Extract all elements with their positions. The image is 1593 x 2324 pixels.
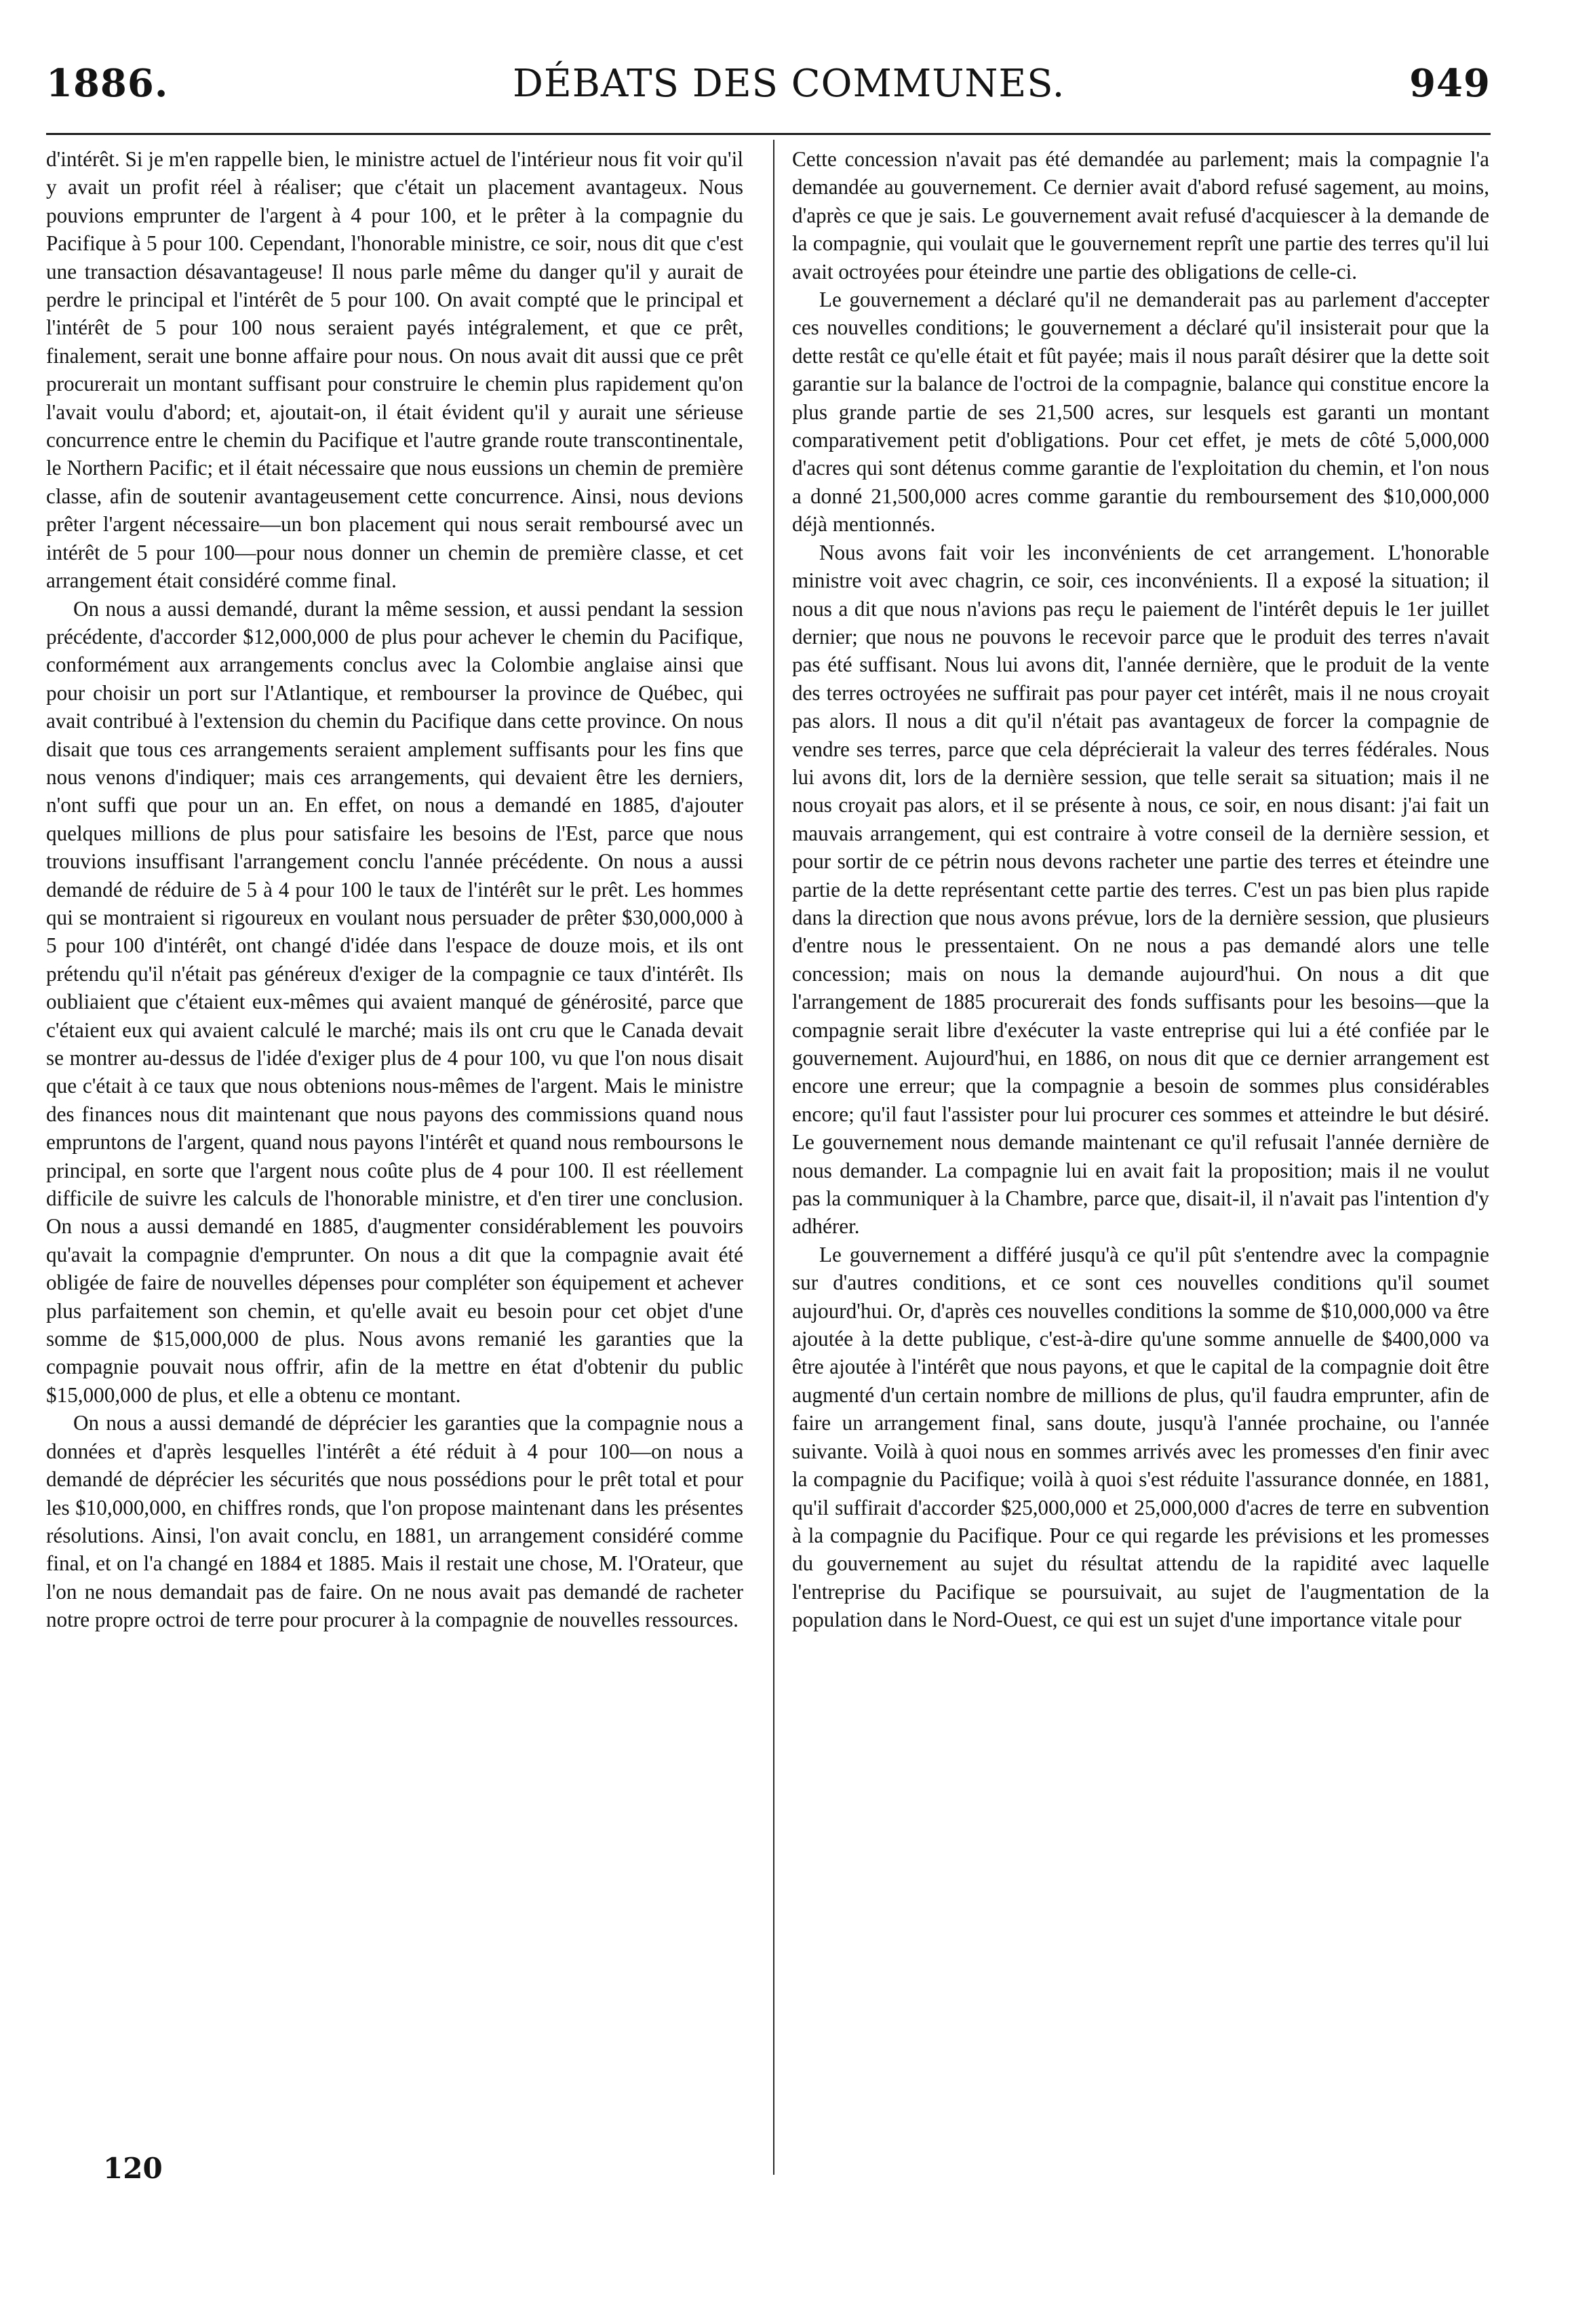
- header-title: DÉBATS DES COMMUNES.: [513, 62, 1065, 106]
- right-paragraph-4: Le gouvernement a différé jusqu'à ce qu'il pût s'entendre avec la compagnie sur d'autres conditions, et ce sont ces nouvelles conditions qu'il soumet aujourd'hui. Or, d'après ces nouvelles conditions la somme de $10,000,000 va être ajoutée à la dette publique, c'est-à-dire qu'une somme annuelle de $400,000 va être ajoutée à l'intérêt que nous payons, et que le capital de la compagnie doit être augmenté d'un certain nombre de millions de plus, qu'il faudra emprunter, afin de faire un arrangement final, sans doute, jusqu'à l'année prochaine, ou l'année suivante. Voilà à quoi nous en sommes arrivés avec les promesses d'en finir avec la compagnie du Pacifique; voilà à quoi s'est réduite l'assurance donnée, en 1881, qu'il suffirait d'accorder $25,000,000 et 25,000,000 d'acres de terre en subvention à la compagnie du Pacifique. Pour ce qui regarde les prévisions et les promesses du gouvernement au sujet du résultat attendu de la rapidité avec laquelle l'entreprise du Pacifique se poursuivait, au sujet de l'augmentation de la population dans le Nord-Ouest, ce qui est un sujet d'une importance vitale pour: [792, 1242, 1489, 1632]
- left-column: [46, 145, 743, 1634]
- page-number: 949: [1409, 61, 1491, 106]
- right-paragraph-3: Nous avons fait voir les inconvénients de cet arrangement. L'honorable ministre voit avec chagrin, ce soir, ces inconvénients. Il a exposé la situation; il nous a dit que nous n'avions pas reçu le paiement de l'intérêt depuis le 1er juillet dernier; que nous ne pouvons le recevoir parce que le produit des terres n'avait pas été suffisant. Nous lui avons dit, l'année dernière, que le produit de la vente des terres octroyées ne suffirait pas pour payer cet intérêt, mais il ne nous croyait pas alors. Il nous a dit qu'il n'était pas avantageux de forcer la compagnie de vendre ses terres, parce que cela déprécierait la valeur des terres fédérales. Nous lui avons dit, lors de la dernière session, que telle serait sa situation; mais il ne nous croyait pas alors, et il se présente à nous, ce soir, en nous disant: j'ai fait un mauvais arrangement, qui est contraire à votre conseil de la dernière session, et pour sortir de ce pétrin nous devons racheter une partie des terres et éteindre une partie de la dette représentant cette partie des terres. C'est un pas bien plus rapide dans la direction que nous avons prévue, lors de la dernière session, que plusieurs d'entre nous le pressentaient. On ne nous a pas demandé alors une telle concession; mais on nous la demande aujourd'hui. On nous a dit que l'arrangement de 1885 procurerait des fonds suffisants pour les besoins—que la compagnie serait libre d'exécuter la vaste entreprise qui lui a été confiée par le gouvernement. Aujourd'hui, en 1886, on nous dit que ce dernier arrangement est encore une erreur; que la compagnie a besoin de sommes plus considérables encore; qu'il faut l'assister pour lui procurer ces sommes et atteindre le but désiré. Le gouvernement nous demande maintenant ce qu'il refusait l'année dernière de nous demander. La compagnie lui en avait fait la proposition; mais il ne voulut pas la communiquer à la Chambre, parce que, disait-il, il n'avait pas l'intention d'y adhérer.: [792, 540, 1489, 1239]
- page-header: [46, 61, 1491, 123]
- header-year: 1886.: [46, 61, 169, 106]
- right-paragraph-2: Le gouvernement a déclaré qu'il ne demanderait pas au parlement d'accepter ces nouvelles conditions; le gouvernement a déclaré qu'il insisterait pour que la dette restât ce qu'elle était et fût payée; mais il nous paraît désirer que la dette soit garantie sur la balance de l'octroi de la compagnie, balance qui constitue encore la plus grande partie de ses 21,500 acres, sur lesquels est garanti un montant comparativement petit d'obligations. Pour cet effet, je mets de côté 5,000,000 d'acres qui sont détenus comme garantie de l'exploitation du chemin, et l'on nous a donné 21,500,000 acres comme garantie du remboursement des $10,000,000 déjà mentionnés.: [792, 288, 1489, 537]
- left-paragraph-3: On nous a aussi demandé de déprécier les garanties que la compagnie nous a données et d'après lesquelles l'intérêt a été réduit à 4 pour 100—on nous a demandé de déprécier les sécurités que nous possédions pour le prêt total et pour les $10,000,000, en chiffres ronds, que l'on propose maintenant dans les présentes résolutions. Ainsi, l'on avait conclu, en 1881, un arrangement considéré comme final, et on l'a changé en 1884 et 1885. Mais il restait une chose, M. l'Orateur, que l'on ne nous demandait pas de faire. On ne nous avait pas demandé de racheter notre propre octroi de terre pour procurer à la compagnie de nouvelles ressources.: [46, 1411, 743, 1632]
- left-paragraph-2: On nous a aussi demandé, durant la même session, et aussi pendant la session précédente, d'accorder $12,000,000 de plus pour achever le chemin du Pacifique, conformément aux arrangements conclus avec la Colombie anglaise ainsi que pour choisir un port sur l'Atlantique, et rembourser la province de Québec, qui avait contribué à l'extension du chemin du Pacifique dans cette province. On nous disait que tous ces arrangements seraient amplement suffisants pour les fins que nous venons d'indiquer; mais ces arrangements, qui devaient être les derniers, n'ont suffi que pour un an. En effet, on nous a demandé en 1885, d'ajouter quelques millions de plus pour satisfaire les besoins de l'Est, parce que nous trouvions insuffisant l'arrangement conclu l'année précédente. On nous a aussi demandé de réduire de 5 à 4 pour 100 le taux de l'intérêt sur le prêt. Les hommes qui se montraient si rigoureux en voulant nous persuader de prêter $30,000,000 à 5 pour 100 d'intérêt, ont changé d'idée dans l'espace de douze mois, et ils ont prétendu qu'il n'était pas généreux d'exiger de la compagnie ce taux d'intérêt. Ils oubliaient que c'étaient eux-mêmes qui avaient manqué de générosité, parce que c'étaient eux qui avaient calculé le marché; mais ils ont cru que le Canada devait se montrer au-dessus de l'idée d'exiger plus de 4 pour 100, vu que l'on nous disait que c'était à ce taux que nous obtenions nous-mêmes de l'argent. Mais le ministre des finances nous dit maintenant que nous payons des commissions quand nous empruntons de l'argent, quand nous payons l'intérêt et quand nous remboursons le principal, en sorte que l'argent nous coûte plus de 4 pour 100. Il est réellement difficile de suivre les calculs de l'honorable ministre, et d'en tirer une conclusion. On nous a aussi demandé en 1885, d'augmenter considérablement les pouvoirs qu'avait la compagnie d'emprunter. On nous a dit que la compagnie avait été obligée de faire de nouvelles dépenses pour compléter son équipement et achever plus parfaitement son chemin, et qu'elle avait eu besoin pour cet objet d'une somme de $15,000,000 de plus. Nous avons remanié les garanties que la compagnie pouvait nous offrir, afin de la mettre en état d'obtenir du public $15,000,000 de plus, et elle a obtenu ce montant.: [46, 596, 743, 1407]
- column-divider: [773, 140, 774, 2175]
- header-rule: [46, 133, 1491, 135]
- right-paragraph-1: Cette concession n'avait pas été demandée au parlement; mais la compagnie l'a demandée au gouvernement. Ce dernier avait d'abord refusé sagement, au moins, d'après ce que je sais. Le gouvernement avait refusé d'acquiescer à la demande de la compagnie, qui voulait que le gouvernement reprît une partie des terres qu'il lui avait octroyées pour éteindre une partie des obligations de celle-ci.: [792, 147, 1489, 284]
- left-paragraph-1: d'intérêt. Si je m'en rappelle bien, le ministre actuel de l'intérieur nous fit voir qu'il y avait un profit réel à réaliser; que c'était un placement avantageux. Nous pouvions emprunter de l'argent à 4 pour 100, et le prêter à la compagnie du Pacifique à 5 pour 100. Cependant, l'honorable ministre, ce soir, nous dit que c'est une transaction désavantageuse! Il nous parle même du danger qu'il y aurait de perdre le principal et l'intérêt de 5 pour 100. On avait compté que le principal et l'intérêt de 5 pour 100 nous seraient payés intégralement, et que ce prêt, finalement, serait une bonne affaire pour nous. On nous avait dit aussi que ce prêt procurerait un montant suffisant pour construire le chemin plus rapidement qu'on l'avait voulu d'abord; et, ajoutait-on, il était évident qu'il y aurait une sérieuse concurrence entre le chemin du Pacifique et l'autre grande route transcontinentale, le Northern Pacific; et il était nécessaire que nous eussions un chemin de première classe, afin de soutenir avantageusement cette concurrence. Ainsi, nous devions prêter l'argent nécessaire—un bon placement qui nous serait remboursé avec un intérêt de 5 pour 100—pour nous donner un chemin de première classe, et cet arrangement était considéré comme final.: [46, 147, 743, 593]
- right-column: [792, 145, 1489, 1634]
- signature-mark: 120: [103, 2152, 163, 2185]
